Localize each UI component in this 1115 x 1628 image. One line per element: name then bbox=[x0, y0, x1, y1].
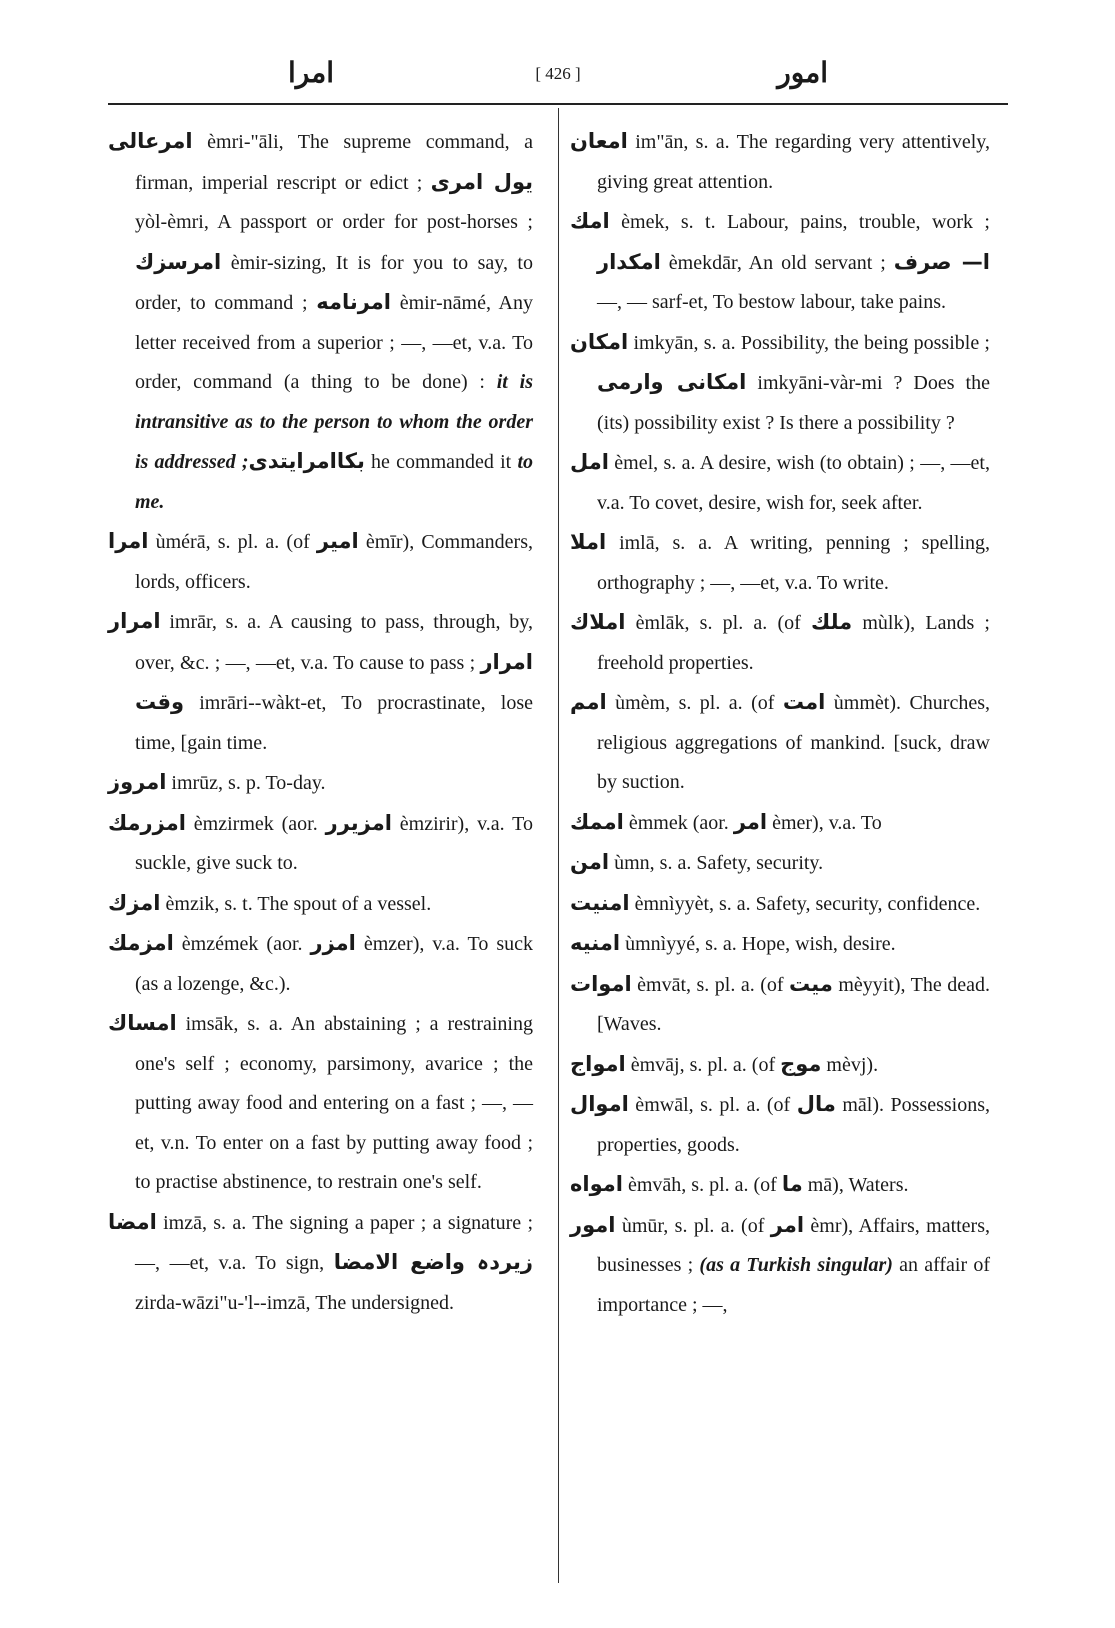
arabic-term: امکانی وارمی bbox=[597, 370, 747, 394]
headword-arabic: امواج bbox=[570, 1051, 626, 1076]
definition-text: èmlāk, s. pl. a. (of bbox=[625, 612, 812, 634]
headword-arabic: امواه bbox=[570, 1172, 623, 1196]
dictionary-entry bbox=[108, 122, 533, 522]
definition-text: èmekdār, An old servant ; bbox=[660, 251, 894, 274]
definition-text: imrāri--wàkt-et, To procrastinate, lose time, [gain time. bbox=[135, 692, 533, 754]
headword-arabic: امروز bbox=[108, 770, 167, 794]
arabic-term: ا— صرف bbox=[893, 249, 990, 274]
headword-arabic: امك bbox=[570, 209, 610, 233]
definition-text: èmīr), Commanders, lords, officers. bbox=[135, 531, 533, 593]
italic-note: to me. bbox=[135, 451, 533, 513]
definition-text: ùmn, s. a. Safety, security. bbox=[609, 852, 824, 874]
italic-note: (as a Turkish singular) bbox=[699, 1254, 893, 1276]
definition-text: ùmūr, s. pl. a. (of bbox=[615, 1214, 771, 1237]
dictionary-entry bbox=[570, 443, 990, 523]
arabic-term: مال bbox=[796, 1092, 836, 1116]
definition-text: ùmèm, s. pl. a. (of bbox=[606, 692, 783, 714]
definition-text: māl). Possessions, properties, goods. bbox=[597, 1094, 990, 1156]
definition-text: èmr), Affairs, matters, businesses ; bbox=[597, 1214, 990, 1276]
headword-arabic: امضا bbox=[108, 1209, 157, 1234]
headword-arabic: امنیه bbox=[570, 931, 621, 955]
headword-arabic: اممك bbox=[570, 809, 624, 834]
definition-text: èmri-"āli, The supreme command, a firman, imperial rescript or edict ; bbox=[135, 131, 533, 194]
definition-text: èmzirmek (aor. bbox=[185, 812, 326, 835]
dictionary-entry bbox=[570, 323, 990, 444]
headword-arabic: امل bbox=[570, 450, 609, 474]
definition-text: ùmérā, s. pl. a. (of bbox=[148, 531, 317, 553]
headword-arabic: امساك bbox=[108, 1011, 177, 1035]
headword-arabic: امزك bbox=[108, 890, 161, 915]
arabic-term: امیر bbox=[316, 529, 359, 553]
definition-text: èmzirir), v.a. To suckle, give suck to. bbox=[135, 812, 533, 874]
definition-text: ùmmèt). Churches, religious aggregations of mankind. [suck, draw by suction. bbox=[597, 692, 990, 793]
dictionary-entry bbox=[570, 1045, 990, 1086]
dictionary-entry bbox=[108, 1203, 533, 1324]
dictionary-entry bbox=[570, 965, 990, 1045]
dictionary-entry bbox=[570, 122, 990, 202]
dictionary-entry bbox=[570, 1085, 990, 1165]
definition-text: ùmnìyyé, s. a. Hope, wish, desire. bbox=[620, 933, 896, 955]
arabic-term: امرار وقت bbox=[135, 649, 533, 714]
header-right-catchword: امور bbox=[777, 56, 828, 89]
arabic-term: میت bbox=[789, 971, 833, 996]
definition-text: mèvj). bbox=[821, 1053, 879, 1076]
left-column bbox=[108, 122, 533, 1323]
definition-text: yòl-èmri, A passport or order for post-horses ; bbox=[135, 211, 533, 233]
dictionary-entry bbox=[570, 803, 990, 844]
dictionary-entry bbox=[570, 603, 990, 683]
definition-text: èmzer), v.a. To suck (as a lozenge, &c.). bbox=[135, 933, 533, 995]
column-divider bbox=[558, 108, 559, 1583]
arabic-term: امرسزك bbox=[135, 249, 222, 274]
definition-text: èmmek (aor. bbox=[623, 811, 734, 834]
dictionary-entry bbox=[108, 884, 533, 925]
definition-text: mā), Waters. bbox=[802, 1174, 909, 1196]
definition-text: imsāk, s. a. An abstaining ; a restraining one's self ; economy, parsimony, avarice ; the putting away food and entering on a fast ; —, —et, v.n. To enter on a fast by putting away food ; to practise abstinence, to restrain one's self. bbox=[135, 1013, 533, 1193]
definition-text: imkyāni-vàr-mi ? Does the (its) possibility exist ? Is there a possibility ? bbox=[597, 372, 990, 434]
arabic-term: زیردہ واضع الامضا bbox=[333, 1250, 534, 1274]
headword-arabic: امن bbox=[570, 850, 610, 874]
arabic-term: امزیرر bbox=[325, 810, 392, 835]
dictionary-entry bbox=[108, 522, 533, 602]
definition-text: an affair of importance ; —, bbox=[597, 1254, 991, 1316]
headword-arabic: املاك bbox=[570, 610, 626, 634]
arabic-term: امکدار bbox=[597, 249, 661, 274]
header-left-catchword: امرا bbox=[288, 56, 335, 89]
headword-arabic: امرعالی bbox=[108, 129, 193, 153]
dictionary-entry bbox=[570, 1165, 990, 1206]
dictionary-entry bbox=[570, 884, 990, 925]
definition-text: mùlk), Lands ; freehold properties. bbox=[597, 612, 990, 674]
definition-text: èmzémek (aor. bbox=[173, 933, 311, 955]
arabic-term: امر bbox=[733, 809, 768, 834]
arabic-term: ملك bbox=[811, 610, 853, 634]
dictionary-entry bbox=[108, 924, 533, 1004]
headword-arabic: امزمك bbox=[108, 931, 174, 955]
definition-text: imkyān, s. a. Possibility, the being possible ; bbox=[628, 331, 990, 354]
arabic-term: امزر bbox=[310, 931, 356, 955]
dictionary-entry bbox=[108, 763, 533, 804]
definition-text: èmir-sizing, It is for you to say, to order, to command ; bbox=[135, 251, 533, 314]
dictionary-entry bbox=[570, 683, 990, 803]
dictionary-entry bbox=[570, 523, 990, 603]
headword-arabic: املا bbox=[570, 530, 607, 554]
dictionary-entry bbox=[108, 1004, 533, 1203]
headword-arabic: امور bbox=[570, 1212, 616, 1237]
definition-text: imrūz, s. p. To-day. bbox=[166, 772, 326, 794]
definition-text: zirda-wāzi"u-'l--imzā, The undersigned. bbox=[135, 1291, 455, 1314]
definition-text: im"ān, s. a. The regarding very attentively, giving great attention. bbox=[597, 131, 990, 193]
definition-text: imlā, s. a. A writing, penning ; spelling, orthography ; —, —et, v.a. To write. bbox=[597, 532, 990, 594]
definition-text: èmek, s. t. Labour, pains, trouble, work ; bbox=[609, 211, 990, 233]
arabic-term: امت bbox=[782, 690, 826, 714]
arabic-term: امر bbox=[770, 1212, 805, 1237]
arabic-term: یول امری bbox=[430, 169, 534, 194]
definition-text: —, — sarf-et, To bestow labour, take pains. bbox=[597, 291, 947, 313]
headword-arabic: امزرمك bbox=[108, 810, 186, 835]
headword-arabic: امم bbox=[570, 690, 607, 714]
definition-text: imzā, s. a. The signing a paper ; a signature ; —, —et, v.a. To sign, bbox=[135, 1211, 533, 1274]
dictionary-entry bbox=[570, 202, 990, 323]
dictionary-entry bbox=[570, 843, 990, 884]
definition-text: èmir-nāmé, Any letter received from a superior ; —, —et, v.a. To order, command (a thing to be done) : bbox=[135, 292, 533, 393]
arabic-term: موج bbox=[780, 1051, 822, 1076]
right-column bbox=[570, 122, 990, 1325]
headword-arabic: امرا bbox=[108, 529, 149, 553]
dictionary-entry bbox=[108, 602, 533, 763]
dictionary-entry bbox=[108, 804, 533, 884]
page-number: [ 426 ] bbox=[535, 64, 581, 83]
headword-arabic: امعان bbox=[570, 129, 628, 153]
definition-text: èmvāj, s. pl. a. (of bbox=[625, 1053, 781, 1076]
headword-arabic: امکان bbox=[570, 329, 629, 354]
definition-text: èmel, s. a. A desire, wish (to obtain) ; —, —et, v.a. To covet, desire, wish for, seek after. bbox=[597, 452, 990, 514]
arabic-term: امرنامه bbox=[316, 290, 392, 314]
definition-text: mèyyit), The dead. [Waves. bbox=[597, 973, 990, 1035]
header-rule bbox=[108, 103, 1008, 105]
definition-text: èmer), v.a. To bbox=[767, 811, 882, 834]
definition-text: imrār, s. a. A causing to pass, through, by, over, &c. ; —, —et, v.a. To cause to pass ; bbox=[135, 611, 533, 674]
definition-text: èmvāh, s. pl. a. (of bbox=[622, 1174, 782, 1196]
arabic-term: بکاامرایتدی bbox=[248, 449, 365, 473]
definition-text: èmwāl, s. pl. a. (of bbox=[628, 1094, 797, 1116]
headword-arabic: امنیت bbox=[570, 890, 630, 915]
dictionary-entry bbox=[570, 1206, 990, 1326]
definition-text: èmvāt, s. pl. a. (of bbox=[631, 973, 790, 996]
headword-arabic: اموات bbox=[570, 971, 632, 996]
definition-text: èmzik, s. t. The spout of a vessel. bbox=[160, 892, 432, 915]
headword-arabic: امرار bbox=[108, 609, 161, 633]
italic-note: it is intransitive as to the person to whom the order is addressed ; bbox=[135, 371, 533, 473]
page-header bbox=[108, 50, 1008, 98]
arabic-term: ما bbox=[781, 1172, 803, 1196]
dictionary-entry bbox=[570, 924, 990, 965]
headword-arabic: اموال bbox=[570, 1092, 629, 1116]
definition-text: èmnìyyèt, s. a. Safety, security, confidence. bbox=[629, 892, 981, 915]
definition-text: he commanded it bbox=[364, 451, 518, 473]
